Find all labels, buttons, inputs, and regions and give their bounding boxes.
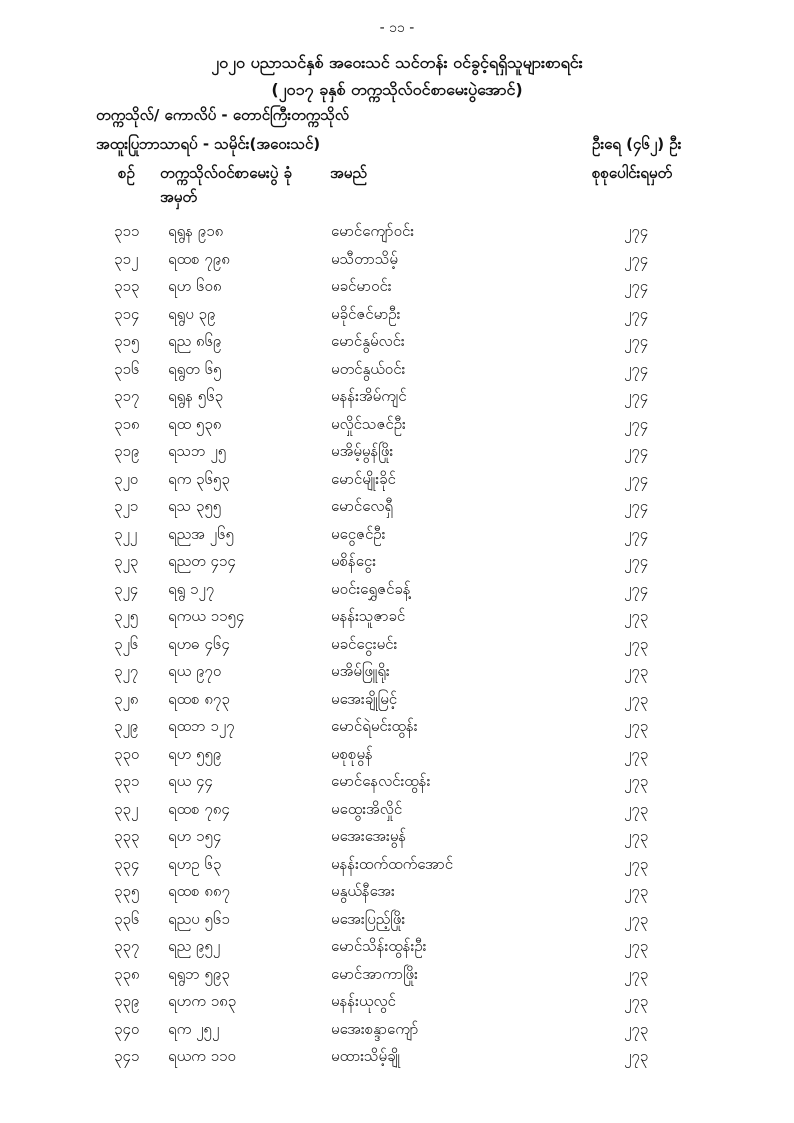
exam-seat-number: ရသဘ ၂၅ [168, 442, 227, 460]
student-name: မဝင်းရွှေဇင်ခန့် [331, 579, 411, 598]
table-row [0, 965, 794, 993]
row-number: ၃၁၃ [114, 277, 140, 295]
student-name: မနန်းထက်ထက်အောင် [331, 854, 454, 873]
total-marks: ၂၇၃ [624, 937, 649, 955]
student-name: မနန်းသူဇာခင် [331, 607, 406, 625]
row-number: ၃၃၃ [114, 827, 140, 845]
exam-seat-number: ရရွန ၅၆၃ [168, 387, 224, 405]
column-header-no: စဉ် [118, 164, 135, 182]
exam-seat-number: ရဟက ၁၈၃ [168, 992, 237, 1010]
row-number: ၃၃၄ [114, 854, 140, 873]
table-row [0, 910, 794, 938]
table-row [0, 937, 794, 965]
exam-seat-number: ရရွဘ ၅၉၃ [168, 964, 230, 983]
exam-seat-number: ရညအ ၂၆၅ [168, 524, 234, 543]
table-row [0, 332, 794, 360]
total-marks: ၂၇၃ [624, 992, 649, 1010]
table-row [0, 1047, 794, 1075]
total-marks: ၂၇၃ [624, 772, 649, 790]
student-name: မောင်မျိုးခိုင် [331, 469, 396, 488]
exam-seat-number: ရက ၂၅၂ [168, 1019, 220, 1038]
row-number: ၃၂၉ [114, 717, 139, 735]
exam-seat-number: ရရွန ၉၁၈ [168, 222, 224, 240]
total-marks: ၂၇၄ [624, 249, 649, 268]
table-row [0, 882, 794, 910]
total-marks: ၂၇၃ [624, 882, 649, 900]
exam-seat-number: ရညတ ၄၁၄ [168, 552, 236, 570]
table-row [0, 992, 794, 1020]
student-name: မအေးအေးမွန် [331, 827, 407, 845]
student-name: မနန်းယုလွင် [331, 992, 396, 1010]
row-number: ၃၃၈ [114, 964, 140, 983]
student-name: မအိမ်ဖြူရိုး [331, 662, 390, 680]
row-number: ၃၃၉ [114, 992, 140, 1010]
exam-seat-number: ရထစ ၇၉၈ [168, 249, 230, 268]
table-row [0, 745, 794, 773]
exam-seat-number: ရယ ၉၇၀ [168, 662, 222, 680]
exam-seat-number: ရယက ၁၁၀ [168, 1047, 236, 1065]
exam-seat-number: ရရွတ ၆၅ [168, 359, 222, 378]
row-number: ၃၂၅ [114, 607, 139, 625]
table-row [0, 855, 794, 883]
total-marks: ၂၇၄ [624, 222, 649, 240]
row-number: ၃၂၁ [114, 497, 139, 515]
student-name: မနွယ်နီအေး [331, 882, 395, 900]
exam-seat-number: ရရွ ၁၂၇ [168, 579, 215, 598]
table-row [0, 772, 794, 800]
total-marks: ၂၇၄ [624, 469, 649, 488]
exam-seat-number: ရထစ ၈၇၃ [168, 689, 230, 708]
student-count: ဦးရေ (၄၆၂) ဦး [592, 135, 682, 153]
university-line: တက္ကသိုလ်/ ကောလိပ် - ‌တောင်ကြီးတက္ကသိုလ် [96, 106, 349, 124]
student-name: မောင်သိန်းထွန်းဦး [331, 937, 427, 955]
exam-seat-number: ရထစ ၇၈၄ [168, 799, 230, 818]
student-name: မခင်မာဝင်း [331, 277, 392, 295]
total-marks: ၂၇၃ [624, 662, 649, 680]
row-number: ၃၃၆ [114, 909, 140, 928]
table-row [0, 717, 794, 745]
exam-seat-number: ရဟ ၅၅၉ [168, 744, 222, 763]
student-name: မောင်ကျော်ဝင်း [331, 222, 415, 240]
row-number: ၃၂၈ [114, 689, 139, 708]
table-row [0, 690, 794, 718]
document-title: ၂၀၂၀ ပညာသင်နှစ် အဝေးသင် သင်တန်း ဝင်ခွင့်ရရှိသူများစာရင်း [211, 53, 583, 72]
table-row [0, 662, 794, 690]
exam-seat-number: ရညပ ၅၆၁ [168, 909, 230, 928]
total-marks: ၂၇၃ [624, 1019, 649, 1038]
table-row [0, 442, 794, 470]
table-row [0, 415, 794, 443]
table-row [0, 250, 794, 278]
total-marks: ၂၇၃ [624, 909, 649, 928]
row-number: ၃၄၀ [114, 1019, 140, 1038]
exam-seat-number: ရကယ ၁၁၅၄ [168, 607, 245, 625]
row-number: ၃၁၁ [114, 222, 140, 240]
table-row [0, 800, 794, 828]
student-name: မငွေဇင်ဦး [331, 524, 386, 543]
row-number: ၃၂၂ [114, 524, 138, 543]
row-number: ၃၁၆ [114, 359, 140, 378]
table-row [0, 827, 794, 855]
exam-seat-number: ရဟဥ ၆၃ [168, 854, 222, 873]
student-name: မထားသိမ့်ချို [331, 1047, 401, 1065]
total-marks: ၂၇၃ [624, 634, 649, 653]
student-name: မောင်နွမ်လင်း [331, 332, 405, 350]
row-number: ၃၃၅ [114, 882, 140, 900]
total-marks: ၂၇၃ [624, 717, 649, 735]
total-marks: ၂၇၄ [624, 277, 649, 295]
table-row [0, 497, 794, 525]
total-marks: ၂၇၃ [624, 1047, 649, 1065]
exam-seat-number: ရသ ၃၅၅ [168, 497, 222, 515]
table-row [0, 607, 794, 635]
student-name: မနန်းအိမ်ကျင် [331, 387, 407, 405]
row-number: ၃၂၇ [114, 662, 139, 680]
student-name: မခိုင်ဇင်မာဦး [331, 304, 401, 323]
exam-seat-number: ရဟဓ ၄၆၄ [168, 634, 230, 653]
exam-seat-number: ရည ၉၅၂ [168, 937, 221, 955]
table-row [0, 277, 794, 305]
column-header-code: တက္ကသိုလ်ဝင်စာမေးပွဲ ခုံအမှတ် [160, 164, 292, 206]
row-number: ၃၂၃ [114, 552, 139, 570]
row-number: ၃၂၆ [114, 634, 139, 653]
total-marks: ၂၇၃ [624, 607, 649, 625]
exam-seat-number: ရဟ ၁၅၄ [168, 827, 222, 845]
student-name: မခင်ငွေးမင်း [331, 634, 398, 653]
row-number: ၃၁၄ [114, 304, 140, 323]
student-name: မောင်လေရှီ [331, 497, 394, 515]
table-row [0, 635, 794, 663]
row-number: ၃၂၄ [114, 579, 139, 598]
exam-seat-number: ရဟ ၆၀၈ [168, 277, 222, 295]
table-row [0, 552, 794, 580]
total-marks: ၂၇၄ [624, 414, 649, 433]
total-marks: ၂၇၄ [624, 442, 649, 460]
column-header-name: အမည် [330, 164, 367, 182]
row-number: ၃၁၅ [114, 332, 140, 350]
table-row [0, 305, 794, 333]
row-number: ၃၁၇ [114, 387, 140, 405]
total-marks: ၂၇၃ [624, 799, 649, 818]
page-number: - ၁၁ - [379, 20, 415, 36]
student-table [0, 222, 794, 1075]
student-name: မောင်ရဲမင်းထွန်း [331, 717, 418, 735]
row-number: ၃၂၀ [114, 469, 139, 488]
table-row [0, 525, 794, 553]
row-number: ၃၃၂ [114, 799, 139, 818]
student-name: မထွေးအိလှိုင် [331, 799, 403, 818]
exam-seat-number: ရယ ၄၄ [168, 772, 213, 790]
student-name: မတင်နွယ်ဝင်း [331, 359, 406, 378]
document-subtitle: (၂၀၁၇ ခုနှစ် တက္ကသိုလ်ဝင်စာမေးပွဲအောင်) [271, 80, 523, 99]
student-name: မအေးချိုမြင့် [331, 689, 398, 708]
total-marks: ၂၇၃ [624, 744, 649, 763]
student-name: မအိမ့်မွန်ဖြိုး [331, 442, 394, 460]
table-row [0, 387, 794, 415]
total-marks: ၂၇၄ [624, 304, 649, 323]
student-name: မသီတာသိမ့် [331, 249, 398, 268]
exam-seat-number: ရက ၃၆၅၃ [168, 469, 230, 488]
row-number: ၃၃၁ [114, 772, 140, 790]
exam-seat-number: ရထ ၅၃၈ [168, 414, 222, 433]
major-line: အထူးပြုဘာသာရပ် - သမိုင်း(အဝေးသင်) [96, 135, 321, 153]
table-row [0, 1020, 794, 1048]
student-name: မအေးပြည့်ဖြိုး [331, 909, 406, 928]
total-marks: ၂၇၄ [624, 387, 649, 405]
total-marks: ၂၇၃ [624, 964, 649, 983]
total-marks: ၂၇၄ [624, 359, 649, 378]
total-marks: ၂၇၄ [624, 497, 649, 515]
student-name: မောင်နေလင်းထွန်း [331, 772, 431, 790]
row-number: ၃၃၇ [114, 937, 140, 955]
column-header-marks: စုစုပေါင်းရမှတ် [592, 164, 673, 182]
student-name: မအေးစန္ဒာကျော် [331, 1019, 419, 1038]
total-marks: ၂၇၄ [624, 552, 649, 570]
table-row [0, 360, 794, 388]
row-number: ၃၄၁ [114, 1047, 140, 1065]
exam-seat-number: ရရွပ ၃၉ [168, 304, 216, 323]
total-marks: ၂၇၄ [624, 524, 649, 543]
table-row [0, 470, 794, 498]
table-row [0, 222, 794, 250]
total-marks: ၂၇၃ [624, 854, 649, 873]
student-name: မောင်အာကာဖြိုး [331, 964, 418, 983]
total-marks: ၂၇၄ [624, 332, 649, 350]
total-marks: ၂၇၄ [624, 579, 649, 598]
total-marks: ၂၇၃ [624, 689, 649, 708]
table-row [0, 580, 794, 608]
row-number: ၃၁၉ [114, 442, 140, 460]
exam-seat-number: ရထဘ ၁၂၇ [168, 717, 235, 735]
student-name: မလှိုင်သဇင်ဦး [331, 414, 406, 433]
total-marks: ၂၇၃ [624, 827, 649, 845]
exam-seat-number: ရထစ ၈၈၇ [168, 882, 230, 900]
student-name: မစုစုမွန် [331, 744, 373, 763]
row-number: ၃၃၀ [114, 744, 140, 763]
row-number: ၃၁၂ [114, 249, 139, 268]
row-number: ၃၁၈ [114, 414, 140, 433]
student-name: မစိန်ငွေး [331, 552, 377, 570]
exam-seat-number: ရည ၈၆၉ [168, 332, 222, 350]
